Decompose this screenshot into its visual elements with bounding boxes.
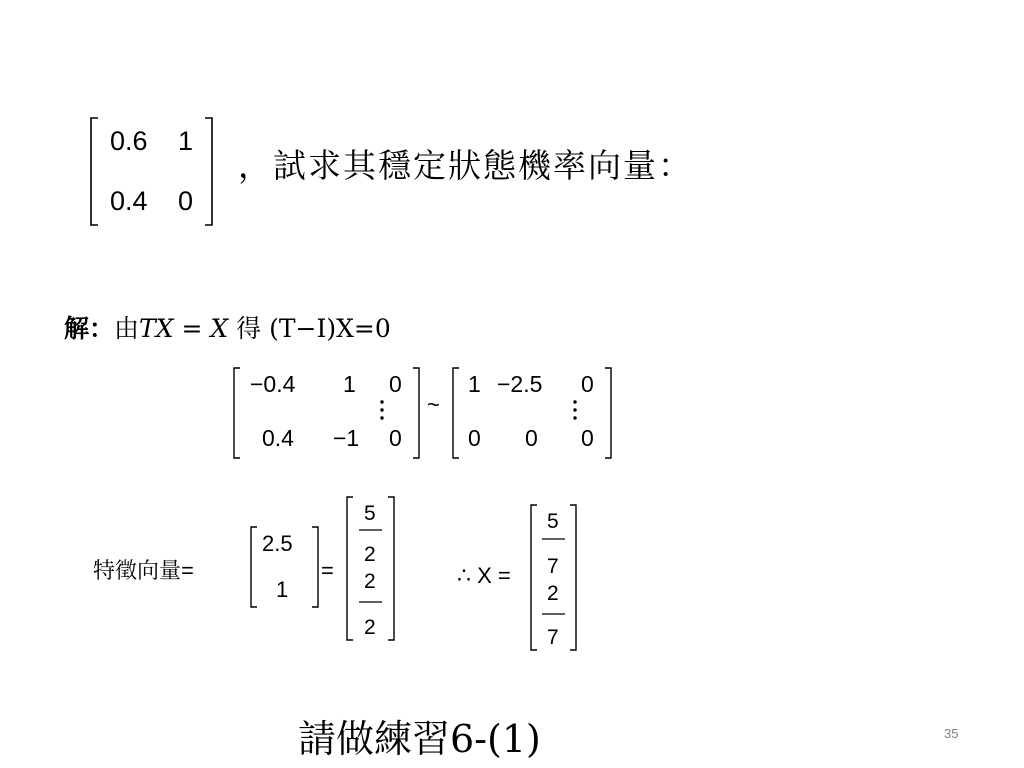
solution-intro-suffix: 得 (T−I)X=0: [228, 314, 391, 343]
eigen-frac1-den: 2: [364, 543, 376, 566]
solution-tx: TX: [139, 314, 174, 343]
exercise-note: 請做練習6-(1): [298, 717, 541, 761]
right-bracket: [205, 118, 212, 225]
aug-left-r2c3: 0: [389, 425, 402, 451]
eigenvector-bottom: 1: [276, 577, 289, 602]
matrix-t-a12: 1: [178, 126, 194, 156]
result-frac2-num: 2: [547, 582, 559, 605]
result-frac1-den: 7: [547, 555, 559, 578]
question-prompt: ，試求其穩定狀態機率向量：: [238, 146, 693, 185]
aug-right-r2c2: 0: [525, 425, 538, 451]
eigenvector-label: 特徵向量=: [93, 558, 194, 583]
aug-right-r1c1: 1: [468, 371, 481, 397]
aug-right-r2c1: 0: [468, 425, 481, 451]
aug-left-r1c2: 1: [343, 371, 356, 397]
matrix-t-a21: 0.4: [110, 186, 148, 216]
eigen-frac1-num: 5: [364, 502, 376, 525]
eigenvector-top: 2.5: [262, 531, 293, 556]
aug-right-r1c2: −2.5: [497, 371, 543, 397]
matrix-t-a11: 0.6: [110, 126, 148, 156]
aug-left-r1c1: −0.4: [250, 371, 296, 397]
solution-intro: [64, 309, 391, 345]
therefore-x-equals: ∴ X =: [457, 563, 511, 588]
eigen-frac2-num: 2: [364, 570, 376, 593]
solution-eq: =: [173, 314, 211, 343]
left-bracket: [91, 118, 98, 225]
solution-label: 解：: [64, 314, 115, 343]
aug-left-r2c1: 0.4: [262, 425, 294, 451]
aug-right-separator-dots: [573, 400, 576, 419]
aug-left-separator-dots: [380, 400, 383, 419]
eigen-frac2-den: 2: [364, 616, 376, 639]
result-frac1-num: 5: [547, 510, 559, 533]
aug-left-r2c2: −1: [333, 425, 360, 451]
page-number: 35: [944, 726, 959, 741]
matrix-t-a22: 0: [178, 186, 194, 216]
aug-right-r2c3: 0: [581, 425, 594, 451]
solution-intro-prefix: 由: [114, 314, 140, 343]
equals-sign: =: [321, 558, 334, 583]
result-frac2-den: 7: [547, 626, 559, 649]
row-equivalent-tilde: ~: [427, 392, 440, 417]
solution-x: X: [210, 314, 229, 343]
aug-right-r1c3: 0: [581, 371, 594, 397]
aug-left-r1c3: 0: [389, 371, 402, 397]
